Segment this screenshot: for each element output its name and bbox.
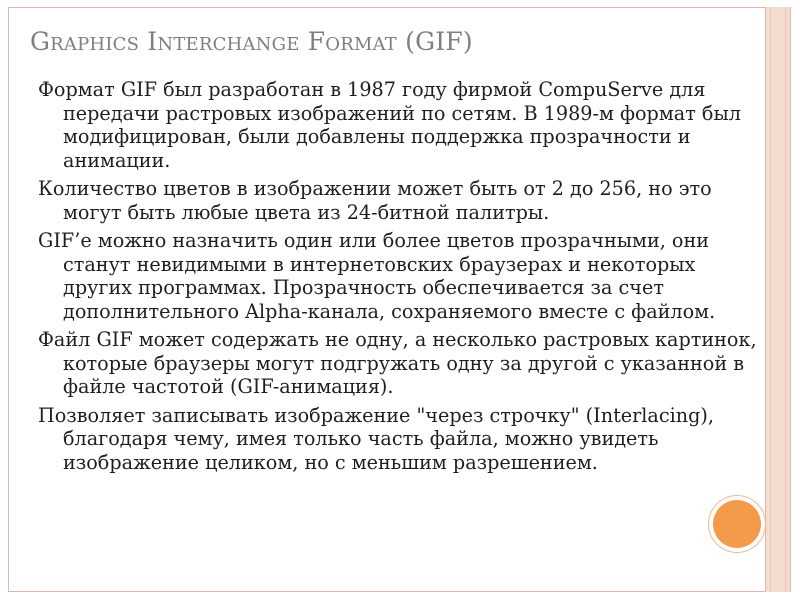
slide-content <box>38 78 758 479</box>
paragraph-animation: Файл GIF может содержать не одну, а несколько растровых картинок, которые браузеры могут подгружать одну за другой с указанной в файле частотой (GIF-анимация). <box>38 328 757 398</box>
paragraph-transparency: GIF’е можно назначить один или более цветов прозрачными, они станут невидимыми в интернетовских браузерах и некоторых других программах. Прозрачность обеспечивается за счет дополнительного Alpha-канала, сохраняемого вместе с файлом. <box>38 229 716 323</box>
orange-circle-decoration <box>713 500 761 548</box>
right-decorative-band <box>765 7 791 592</box>
paragraph-interlacing: Позволяет записывать изображение "через строчку" (Interlacing), благодаря чему, имея только часть файла, можно увидеть изображение целиком, но с меньшим разрешением. <box>38 403 714 474</box>
paragraph-color-count: Количество цветов в изображении может быть от 2 до 256, но это могут быть любые цвета из 24-битной палитры. <box>38 177 712 224</box>
slide-title: Graphics Interchange Format (GIF) <box>30 27 473 56</box>
paragraph-gif-history: Формат GIF был разработан в 1987 году фирмой CompuServe для передачи растровых изображений по сетям. В 1989-м формат был модифицирован, были добавлены поддержка прозрачности и анимации. <box>38 78 741 172</box>
